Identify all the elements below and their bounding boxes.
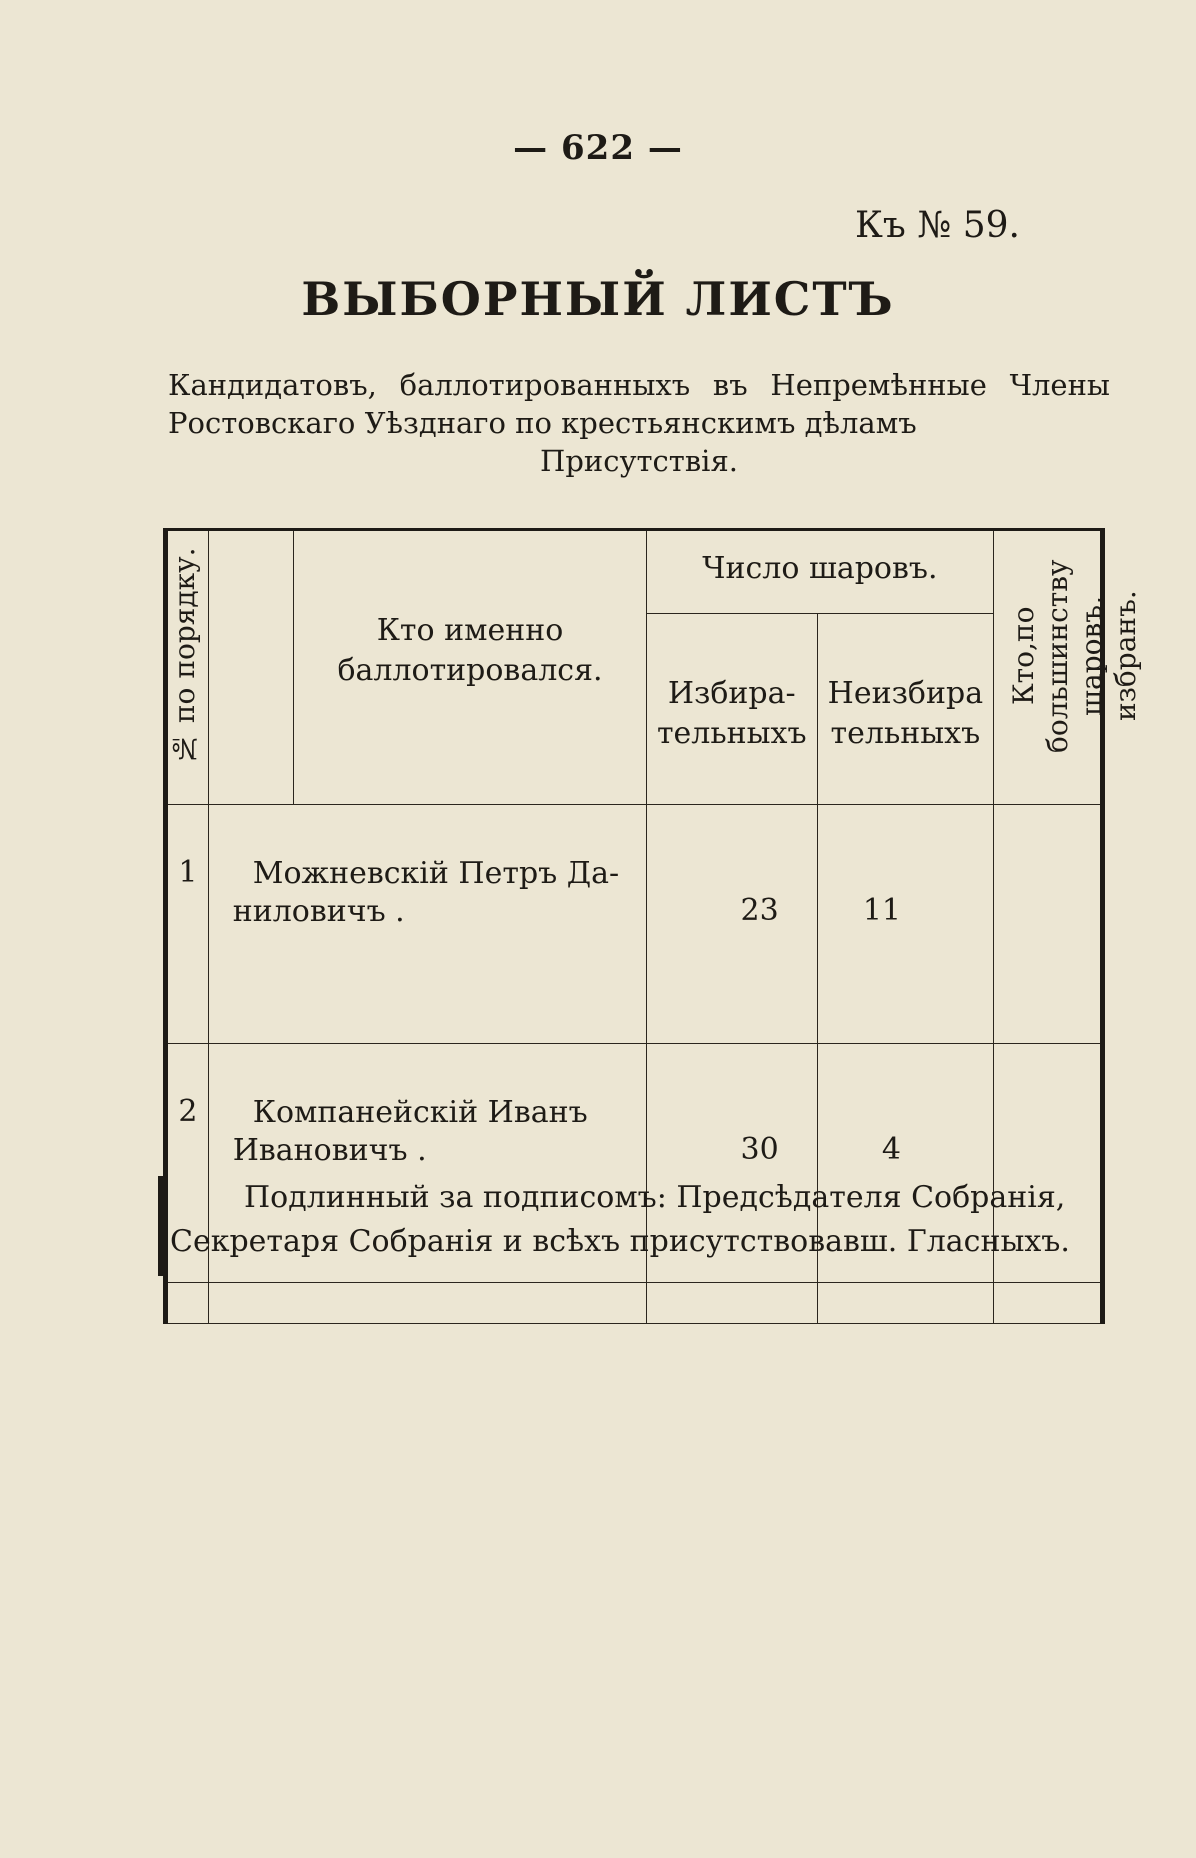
nonelect-count: 4 [817,1044,993,1283]
header-blank-cell [208,530,293,805]
candidate-name-line1: Компанейскій Иванъ [252,1095,588,1130]
page-number: — 622 — [513,128,683,168]
footer-line2: Секретаря Собранія и всѣхъ присутствовавш. Гласныхъ. [170,1224,1070,1259]
footer-note [160,1176,1100,1264]
footer-line1: Подлинный за подписомъ: Предсѣдателя Собранія, [244,1180,1066,1215]
header-number-cell [166,530,209,805]
candidate-name [208,805,646,1044]
candidate-name-line1: Можневскій Петръ Да- [252,856,620,891]
header-majority-cell [994,530,1142,805]
document-title: ВЫБОРНЫЙ ЛИСТЪ [301,272,895,326]
header-number: № по порядку. [168,547,201,765]
elect-count: 30 [646,1044,817,1283]
table-row [166,805,1103,1044]
header-nonelect: Неизбира тельныхъ [817,614,993,805]
header-name: Кто именно баллотировался. [294,530,647,805]
subtitle-main: Кандидатовъ, баллотированныхъ въ Непремѣнные Члены Ростовскаго Уѣзднаго по крестьянскимъ дѣламъ [168,368,1110,440]
elect-count: 23 [646,805,817,1044]
row-number: 1 [166,805,209,1044]
majority-cell [994,805,1103,1044]
row-number: 2 [166,1044,209,1283]
header-balls: Число шаровъ. [646,530,993,614]
candidate-name-line2: Ивановичъ . [232,1133,427,1168]
header-majority: Кто,по большинству шаровъ, избранъ. [1007,559,1142,753]
candidate-name-line2: ниловичъ . [232,894,405,929]
reference-number: Къ № 59. [855,205,1020,246]
subtitle-last: Присутствія. [540,444,738,478]
table-row [166,1283,1103,1324]
border-right [1100,1176,1105,1276]
nonelect-count: 11 [817,805,993,1044]
document-subtitle [168,366,1110,480]
header-elect: Избира-тельныхъ [646,614,817,805]
